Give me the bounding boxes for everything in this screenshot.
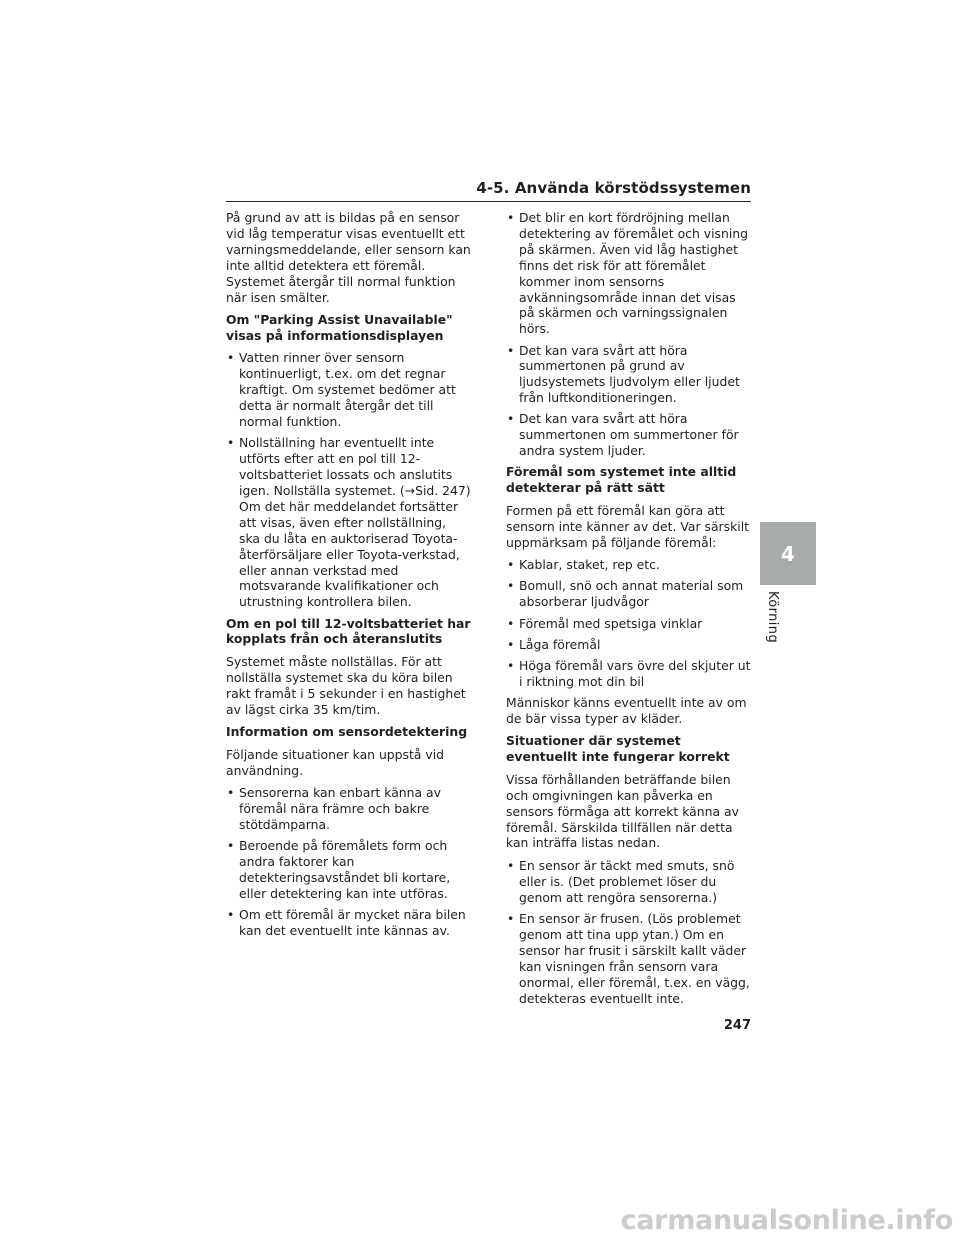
list-item: • Det kan vara svårt att höra summertonen om summertoner för andra system ljuder. bbox=[506, 411, 751, 459]
list-item: • Bomull, snö och annat material som absorberar ljudvågor bbox=[506, 578, 751, 610]
section-heading: Situationer där systemet eventuellt inte fungerar korrekt bbox=[506, 733, 730, 765]
bullet-list bbox=[506, 858, 751, 1006]
paragraph: Vissa förhållanden beträffande bilen och omgivningen kan påverka en sensors förmåga att korrekt känna av föremål. Särskilda tillfällen när detta kan inträffa listas nedan. bbox=[506, 771, 739, 851]
list-item: • Höga föremål vars övre del skjuter ut i riktning mot din bil bbox=[506, 658, 751, 690]
left-column bbox=[226, 210, 471, 944]
list-item: • Kablar, staket, rep etc. bbox=[506, 557, 751, 573]
list-item: • Låga föremål bbox=[506, 637, 751, 653]
section-heading: Om "Parking Assist Unavailable" visas på informationsdisplayen bbox=[226, 312, 453, 343]
list-item: • Beroende på föremålets form och andra faktorer kan detekteringsavståndet bli kortare, eller detektering kan inte utföras. bbox=[226, 838, 471, 902]
list-item: • Vatten rinner över sensorn kontinuerligt, t.ex. om det regnar kraftigt. Om systemet bedömer att detta är normalt återgår det till normal funktion. bbox=[226, 350, 471, 430]
list-item: • Nollställning har eventuellt inte utförts efter att en pol till 12-voltsbatteriet lossats och anslutits igen. Nollställa systemet. (→Sid. 247) Om det här meddelandet fortsätter att visas, även efter nollställning, ska du låta en auktoriserad Toyota-återförsäljare eller Toyota-verkstad, eller annan verkstad med motsvarande kvalifikationer och utrustning kontrollera bilen. bbox=[226, 435, 471, 610]
watermark: carmanualsonline.info bbox=[620, 1205, 953, 1236]
right-column bbox=[506, 210, 751, 1012]
chapter-label: Körning bbox=[765, 591, 780, 644]
chapter-tab bbox=[760, 522, 816, 585]
section-heading: Information om sensordetektering bbox=[226, 724, 468, 740]
bullet-list bbox=[226, 785, 471, 939]
list-item: • En sensor är täckt med smuts, snö eller is. (Det problemet löser du genom att rengöra sensorerna.) bbox=[506, 858, 751, 906]
bullet-list bbox=[506, 210, 751, 459]
section-heading: Föremål som systemet inte alltid detekterar på rätt sätt bbox=[506, 464, 737, 496]
section-header-title: 4-5. Använda körstödssystemen bbox=[476, 179, 751, 197]
list-item: • Om ett föremål är mycket nära bilen kan det eventuellt inte kännas av. bbox=[226, 907, 471, 939]
list-item: • Det blir en kort fördröjning mellan detektering av föremålet och visning på skärmen. Även vid låg hastighet finns det risk för att föremålet kommer inom sensorns avkänningsområde innan det visas på skärmen och varningssignalen hörs. bbox=[506, 210, 751, 337]
chapter-number: 4 bbox=[781, 541, 795, 566]
paragraph: Systemet måste nollställas. För att nollställa systemet ska du köra bilen rakt framåt i 5 sekunder i en hastighet av lägst cirka 35 km/tim. bbox=[226, 653, 466, 717]
header-divider bbox=[226, 201, 751, 202]
section-heading: Om en pol till 12-voltsbatteriet har kopplats från och återanslutits bbox=[226, 615, 471, 647]
paragraph: På grund av att is bildas på en sensor vid låg temperatur visas eventuellt ett varningsmeddelande, eller sensorn kan inte alltid detektera ett föremål. Systemet återgår till normal funktion när isen smälter. bbox=[226, 210, 471, 305]
list-item: • Föremål med spetsiga vinklar bbox=[506, 616, 751, 632]
bullet-list bbox=[226, 350, 471, 610]
paragraph: Följande situationer kan uppstå vid användning. bbox=[226, 746, 445, 778]
list-item: • En sensor är frusen. (Lös problemet genom att tina upp ytan.) Om en sensor har frusit i särskilt kallt väder kan visningen från sensorn vara onormal, eller föremål, t.ex. en vägg, detekteras eventuellt inte. bbox=[506, 911, 751, 1006]
paragraph: Formen på ett föremål kan göra att sensorn inte känner av det. Var särskilt uppmärksam på följande föremål: bbox=[506, 502, 750, 550]
paragraph: Människor känns eventuellt inte av om de bär vissa typer av kläder. bbox=[506, 695, 747, 726]
page-number: 247 bbox=[723, 1018, 751, 1033]
bullet-list bbox=[506, 557, 751, 690]
list-item: • Det kan vara svårt att höra summertonen på grund av ljudsystemets ljudvolym eller ljudet från luftkonditioneringen. bbox=[506, 343, 751, 407]
list-item: • Sensorerna kan enbart känna av föremål nära främre och bakre stötdämparna. bbox=[226, 785, 471, 833]
